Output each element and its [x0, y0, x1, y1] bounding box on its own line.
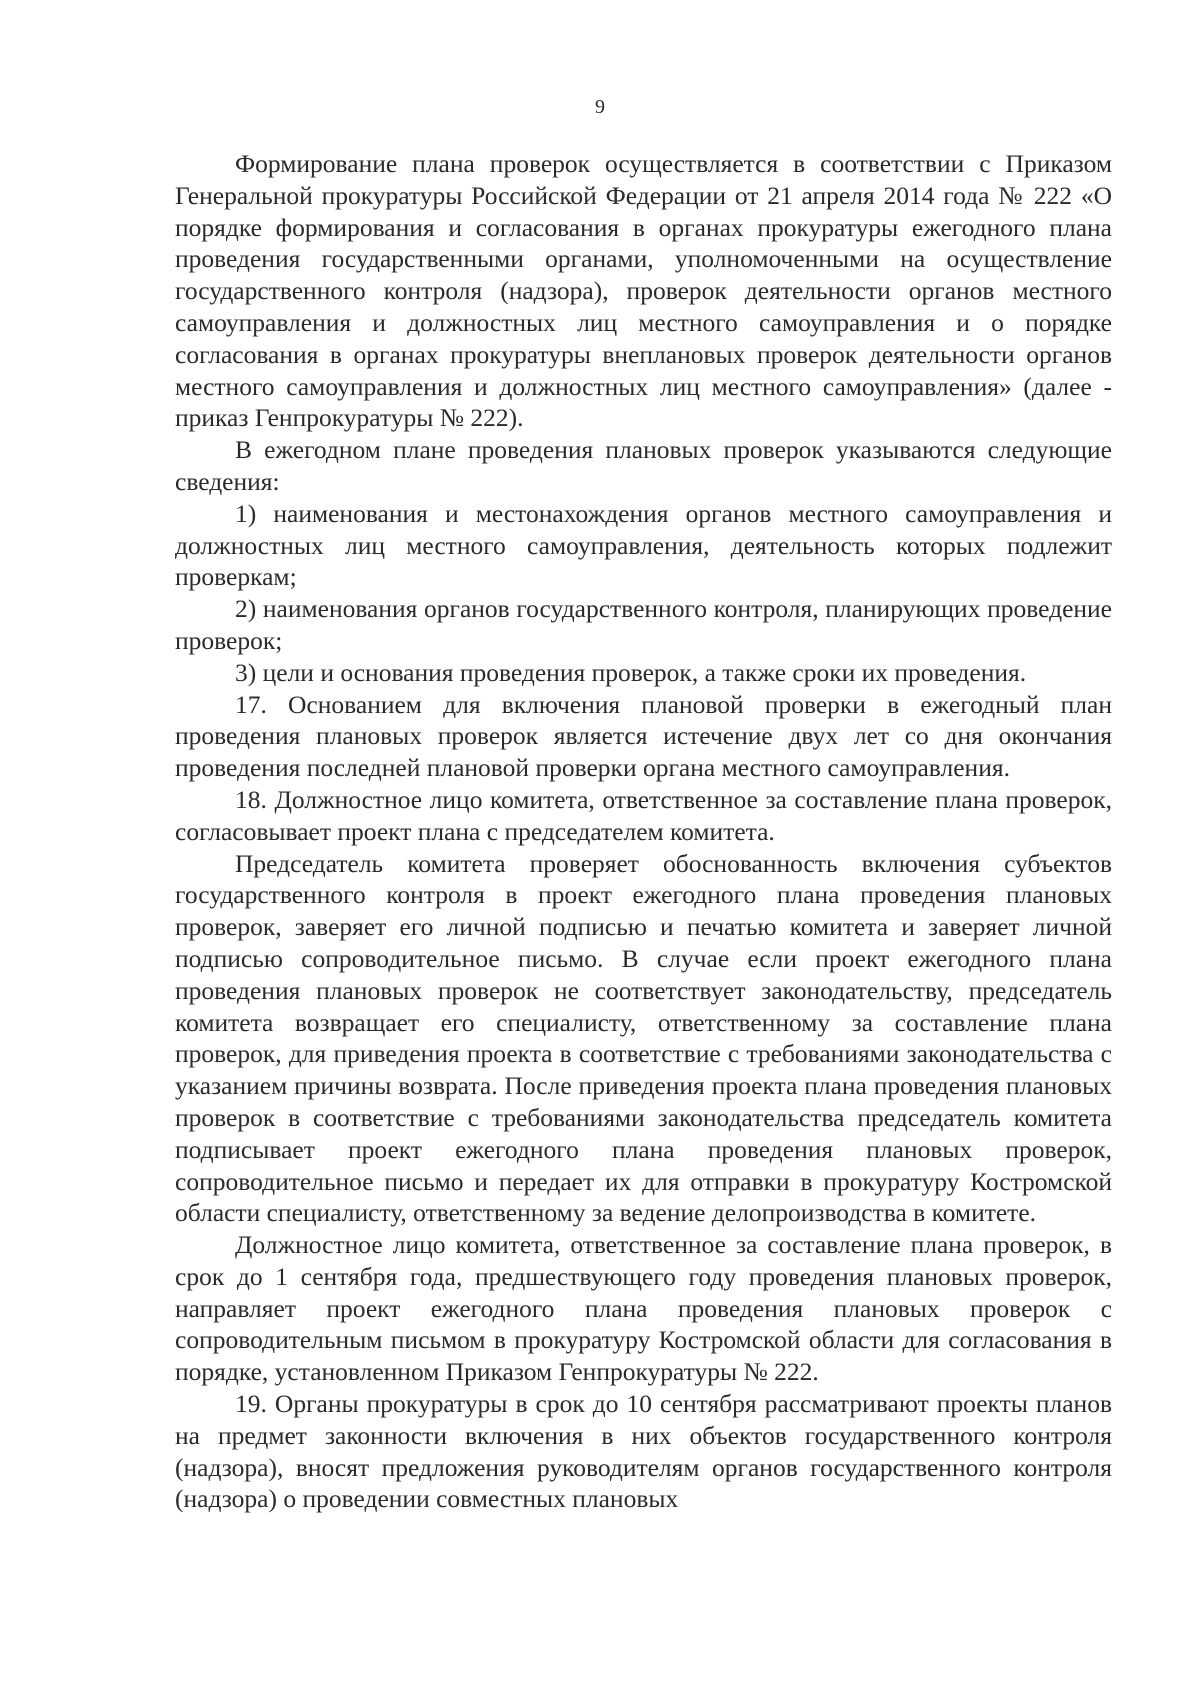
- paragraph-plan-formation: Формирование плана проверок осуществляется в соответствии с Приказом Генеральной прокуратуры Российской Федерации от 21 апреля 2014 года № 222 «О порядке формирования и согласования в органах прокуратуры ежегодного плана проведения государственными органами, уполномоченными на осуществление государственного контроля (надзора), проверок деятельности органов местного самоуправления и должностных лиц местного самоуправления и о порядке согласования в органах прокуратуры внеплановых проверок деятельности органов местного самоуправления и должностных лиц местного самоуправления» (далее - приказ Генпрокуратуры № 222).: [175, 149, 1112, 433]
- paragraph-submission-deadline: Должностное лицо комитета, ответственное за составление плана проверок, в срок до 1 сентября года, предшествующего году проведения плановых проверок, направляет проект ежегодного плана проведения плановых проверок с сопроводительным письмом в прокуратуру Костромской области для согласования в порядке, установленном Приказом Генпрокуратуры № 222.: [175, 1230, 1112, 1387]
- clause-18: 18. Должностное лицо комитета, ответственное за составление плана проверок, согласовывает проект плана с председателем комитета.: [175, 784, 1112, 846]
- page-number: 9: [595, 96, 605, 118]
- clause-19: 19. Органы прокуратуры в срок до 10 сентября рассматривают проекты планов на предмет законности включения в них объектов государственного контроля (надзора), вносят предложения руководителям органов государственного контроля (надзора) о проведении совместных плановых: [175, 1389, 1112, 1514]
- document-body: [175, 148, 1112, 1515]
- list-item-1: 1) наименования и местонахождения органов местного самоуправления и должностных лиц местного самоуправления, деятельность которых подлежит проверкам;: [175, 498, 1112, 592]
- list-item-3: 3) цели и основания проведения проверок, а также сроки их проведения.: [235, 657, 1027, 687]
- paragraph-plan-contents-intro: В ежегодном плане проведения плановых проверок указываются следующие сведения:: [175, 435, 1112, 496]
- clause-17: 17. Основанием для включения плановой проверки в ежегодный план проведения плановых проверок является истечение двух лет со дня окончания проведения последней плановой проверки органа местного самоуправления.: [175, 689, 1112, 783]
- paragraph-chairman-review: Председатель комитета проверяет обоснованность включения субъектов государственного контроля в проект ежегодного плана проведения плановых проверок, заверяет его личной подписью и печатью комитета и заверяет личной подписью сопроводительное письмо. В случае если проект ежегодного плана проведения плановых проверок не соответствует законодательству, председатель комитета возвращает его специалисту, ответственному за составление плана проверок, для приведения проекта в соответствие с требованиями законодательства с указанием причины возврата. После приведения проекта плана проведения плановых проверок в соответствие с требованиями законодательства председатель комитета подписывает проект ежегодного плана проведения плановых проверок, сопроводительное письмо и передает их для отправки в прокуратуру Костромской области специалисту, ответственному за ведение делопроизводства в комитете.: [175, 848, 1112, 1228]
- list-item-2: 2) наименования органов государственного контроля, планирующих проведение проверок;: [175, 594, 1112, 655]
